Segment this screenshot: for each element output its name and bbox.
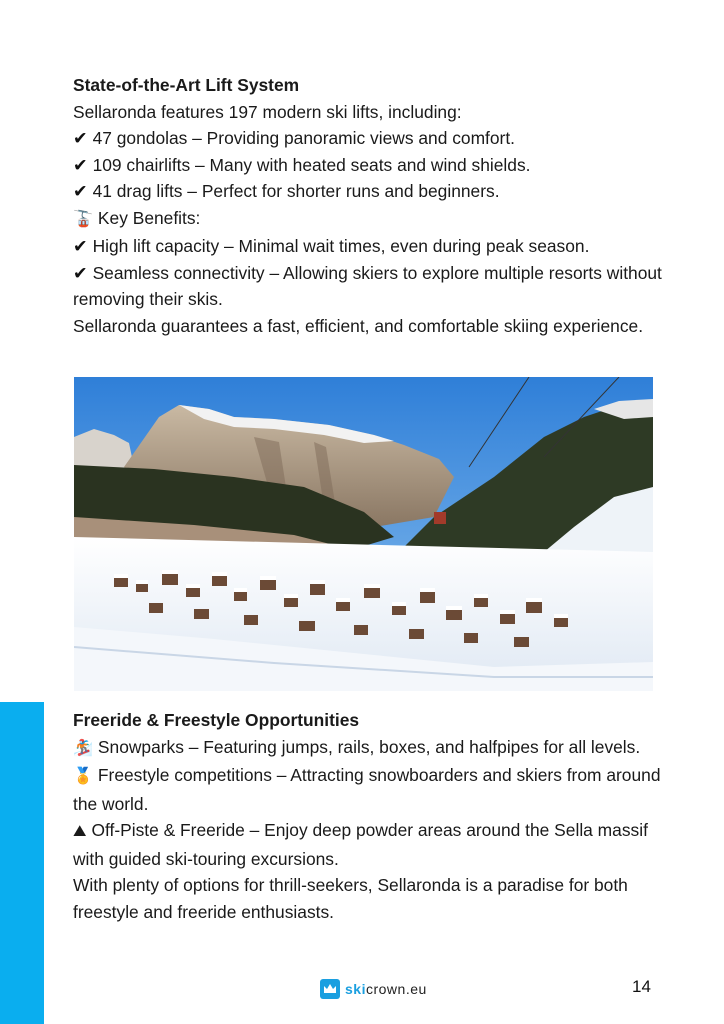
logo-text-ski: ski <box>345 981 366 997</box>
aerial-tramway-icon: 🚡 <box>73 210 93 228</box>
skicrown-logo <box>320 978 427 1000</box>
list-item-text: Snowparks – Featuring jumps, rails, boxes, and halfpipes for all levels. <box>97 736 641 757</box>
list-item-text: High lift capacity – Minimal wait times, even during peak season. <box>92 236 590 256</box>
check-icon: ✔ <box>73 128 88 148</box>
freeride-section <box>73 707 663 925</box>
check-icon: ✔ <box>73 262 88 283</box>
list-item <box>73 152 663 179</box>
lift-system-heading: State-of-the-Art Lift System <box>73 75 300 95</box>
mountain-icon: ⛰ <box>73 823 87 840</box>
list-item <box>73 178 663 205</box>
list-item-text: Freestyle competitions – Attracting snowboarders and skiers from around the world. <box>73 765 661 814</box>
lift-intro: Sellaronda features 197 modern ski lifts, including: <box>73 101 462 122</box>
list-item <box>73 233 663 260</box>
check-icon: ✔ <box>73 181 88 201</box>
crown-icon <box>320 979 340 999</box>
page-number: 14 <box>632 977 651 996</box>
list-item-text: 109 chairlifts – Many with heated seats and wind shields. <box>92 154 531 175</box>
ski-village-photo <box>74 377 653 691</box>
list-item <box>73 817 663 872</box>
lift-closing: Sellaronda guarantees a fast, efficient, and comfortable skiing experience. <box>73 315 644 336</box>
freeride-closing: With plenty of options for thrill-seekers, Sellaronda is a paradise for both freestyle and freeride enthusiasts. <box>73 875 628 922</box>
lift-system-section <box>73 72 663 339</box>
side-accent-bar <box>0 702 44 1024</box>
list-item <box>73 762 663 817</box>
list-item-text: Off-Piste & Freeride – Enjoy deep powder areas around the Sella massif with guided ski-touring excursions. <box>73 820 648 869</box>
list-item-text: 41 drag lifts – Perfect for shorter runs and beginners. <box>92 181 500 201</box>
list-item-text: 47 gondolas – Providing panoramic views and comfort. <box>92 128 516 148</box>
check-icon: ✔ <box>73 154 88 175</box>
medal-icon: 🏅 <box>73 768 93 785</box>
logo-text-crown: crown.eu <box>365 981 427 997</box>
list-item-text: Seamless connectivity – Allowing skiers to explore multiple resorts without removing their skis. <box>73 262 662 309</box>
list-item <box>73 125 663 152</box>
freeride-heading: Freeride & Freestyle Opportunities <box>73 710 360 730</box>
snowboarder-icon: 🏂 <box>73 739 93 757</box>
check-icon: ✔ <box>73 236 88 256</box>
list-item <box>73 734 663 763</box>
benefits-label-text: Key Benefits: <box>97 207 201 228</box>
list-item <box>73 260 663 313</box>
benefits-label <box>73 205 663 234</box>
